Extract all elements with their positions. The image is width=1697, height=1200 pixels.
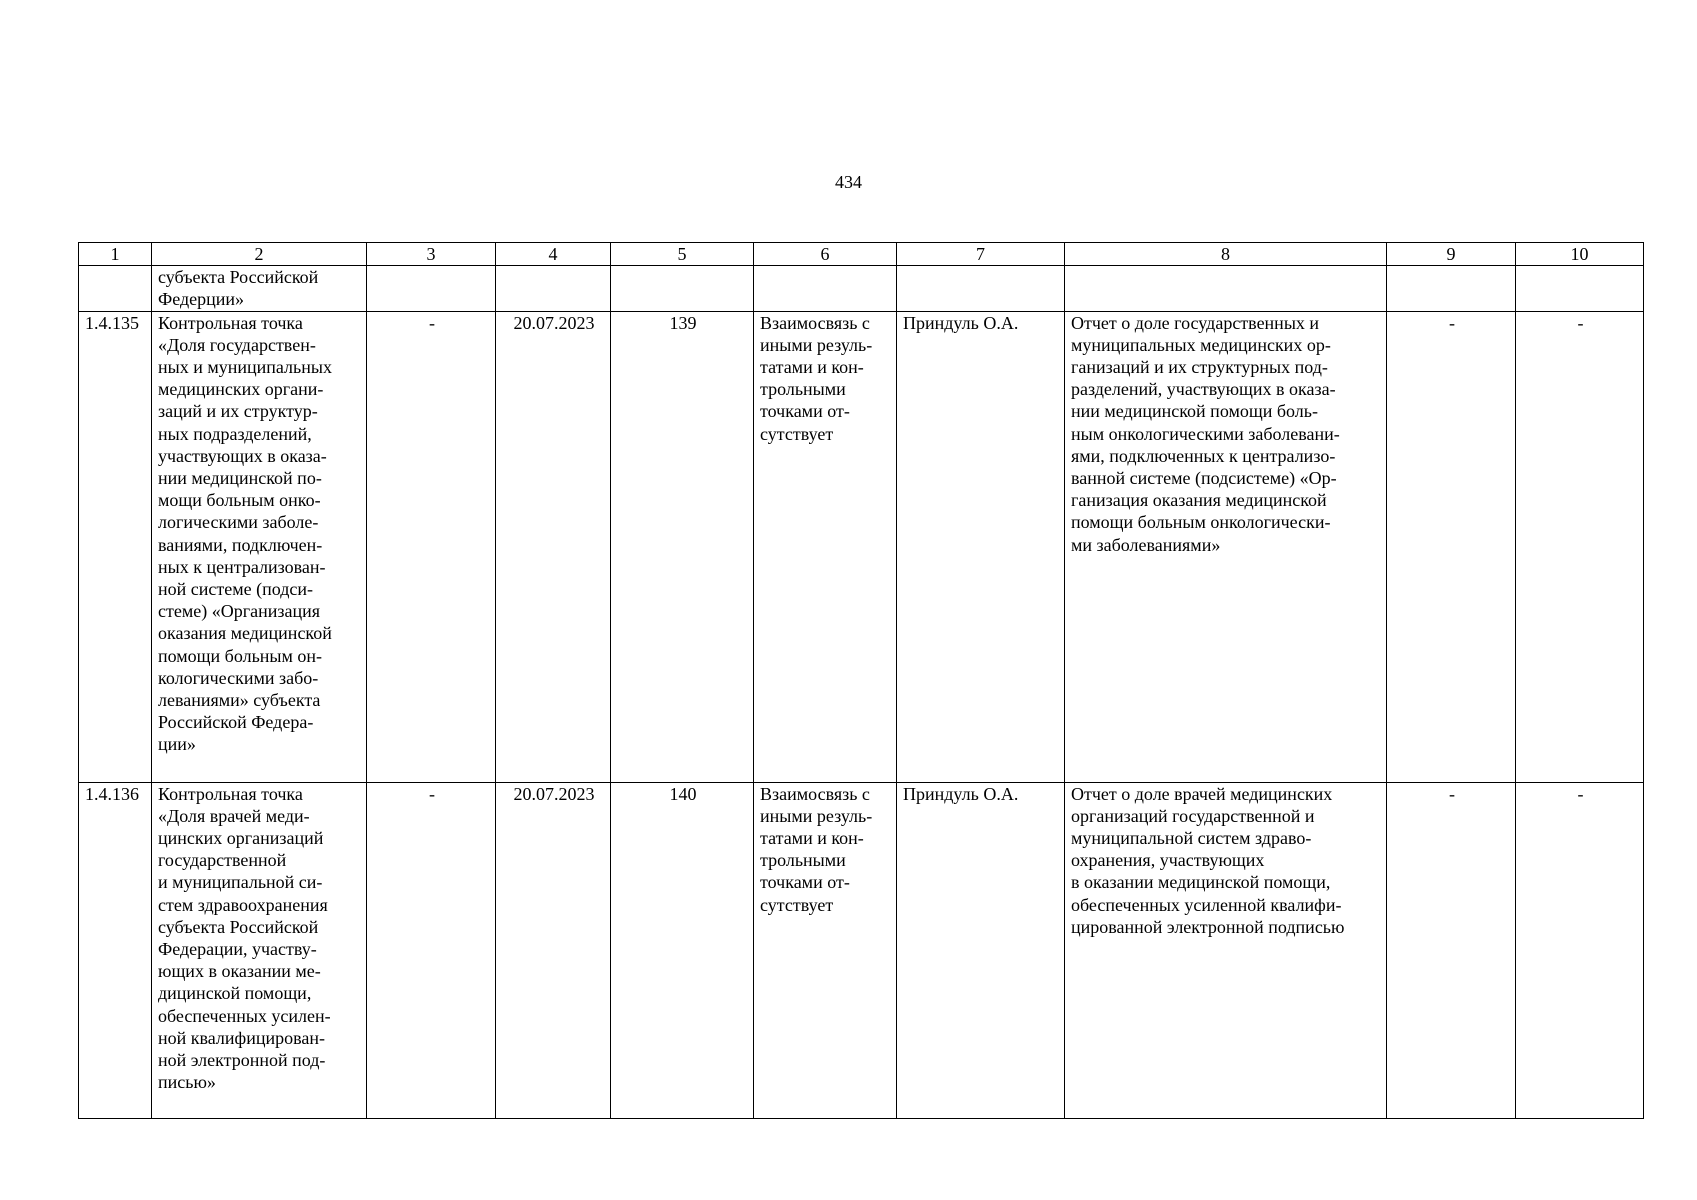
row-name-cell: Контрольная точка «Доля врачей меди- цинских организаций государственной и муниципальной си- стем здравоохранения субъекта Российской Федерации, участву- ющих в оказании ме- дицинской помощи, обеспеченных усилен- ной квалифицирован- ной электронной под- писью» <box>152 782 367 1118</box>
header-cell: 5 <box>611 243 754 266</box>
header-cell: 6 <box>754 243 897 266</box>
header-cell: 9 <box>1387 243 1516 266</box>
header-cell: 8 <box>1065 243 1387 266</box>
responsible-cell: Приндуль О.А. <box>897 782 1065 1118</box>
col5-cell: 139 <box>611 311 754 782</box>
header-cell: 10 <box>1516 243 1644 266</box>
col3-cell: - <box>367 311 496 782</box>
col9-cell: - <box>1387 782 1516 1118</box>
col5-cell: 140 <box>611 782 754 1118</box>
table-header-row <box>79 243 1644 266</box>
table-cell <box>367 266 496 311</box>
table-cell <box>754 266 897 311</box>
continuation-name-cell: субъекта Российской Федерции» <box>152 266 367 311</box>
header-cell: 2 <box>152 243 367 266</box>
plan-table <box>78 242 1644 1119</box>
table-cell <box>1516 266 1644 311</box>
table-cell <box>79 266 152 311</box>
relation-cell: Взаимосвязь с иными резуль- татами и кон- трольными точками от- сутствует <box>754 782 897 1118</box>
col10-cell: - <box>1516 311 1644 782</box>
document-cell: Отчет о доле государственных и муниципальных медицинских ор- ганизаций и их структурных под- разделений, участвующих в оказа- нии медицинской помощи боль- ным онкологическими заболевани- ями, подключенных к централизо- ванной системе (подсистеме) «Ор- ганизация оказания медицинской помощи больным онкологически- ми заболеваниями» <box>1065 311 1387 782</box>
table-row <box>79 311 1644 782</box>
table-cell <box>1065 266 1387 311</box>
date-cell: 20.07.2023 <box>496 311 611 782</box>
page-number: 434 <box>835 172 862 192</box>
document-cell: Отчет о доле врачей медицинских организаций государственной и муниципальной систем здраво- охранения, участвующих в оказании медицинской помощи, обеспеченных усиленной квалифи- цированной электронной подписью <box>1065 782 1387 1118</box>
date-cell: 20.07.2023 <box>496 782 611 1118</box>
header-cell: 3 <box>367 243 496 266</box>
header-cell: 4 <box>496 243 611 266</box>
relation-cell: Взаимосвязь с иными резуль- татами и кон- трольными точками от- сутствует <box>754 311 897 782</box>
col9-cell: - <box>1387 311 1516 782</box>
table-cell <box>611 266 754 311</box>
header-cell: 7 <box>897 243 1065 266</box>
col3-cell: - <box>367 782 496 1118</box>
table-cell <box>897 266 1065 311</box>
row-id-cell: 1.4.136 <box>79 782 152 1118</box>
row-name-cell: Контрольная точка «Доля государствен- ных и муниципальных медицинских органи- заций и их структур- ных подразделений, участвующих в оказа- нии медицинской по- мощи больным онко- логическими заболе- ваниями, подключен- ных к централизован- ной системе (подси- стеме) «Организация оказания медицинской помощи больным он- кологическими забо- леваниями» субъекта Российской Федера- ции» <box>152 311 367 782</box>
col10-cell: - <box>1516 782 1644 1118</box>
row-id-cell: 1.4.135 <box>79 311 152 782</box>
table-cell <box>1387 266 1516 311</box>
table-row <box>79 782 1644 1118</box>
header-cell: 1 <box>79 243 152 266</box>
table-row-continuation <box>79 266 1644 311</box>
table-cell <box>496 266 611 311</box>
responsible-cell: Приндуль О.А. <box>897 311 1065 782</box>
